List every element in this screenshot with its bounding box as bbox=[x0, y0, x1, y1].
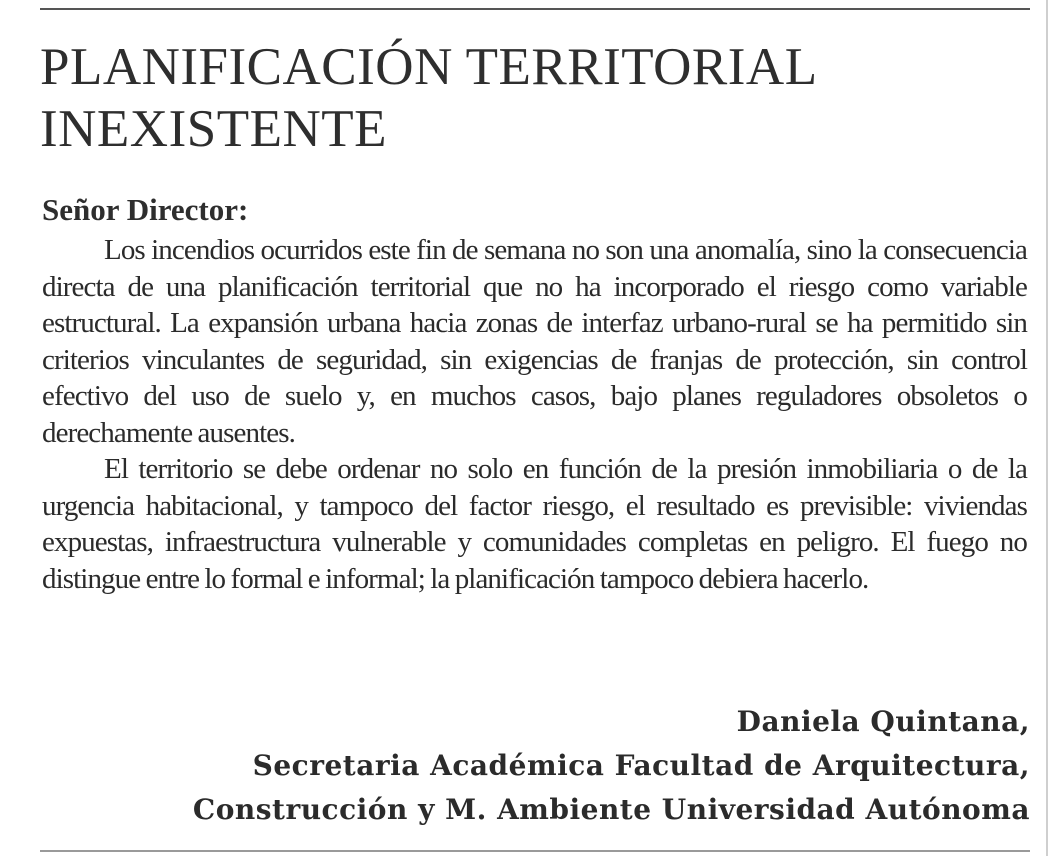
signature-title-line-1: Secretaria Académica Facultad de Arquitectura, bbox=[252, 749, 1030, 782]
paragraph-2: El territorio se debe ordenar no solo en función de la presión inmobiliaria o de la urgencia habitacional, y tampoco del factor riesgo, el resultado es previsible: viviendas expuestas, infraestructura vulnerable y comunidades completas en peligro. El fuego no distingue entre lo formal e informal; la planificación tampoco debiera hacerlo. bbox=[42, 453, 1027, 595]
top-divider bbox=[40, 8, 1030, 10]
headline-line-1: PLANIFICACIÓN TERRITORIAL bbox=[40, 38, 818, 96]
column-divider bbox=[1046, 0, 1048, 856]
headline bbox=[40, 36, 1030, 160]
salutation: Señor Director: bbox=[42, 192, 249, 227]
bottom-divider bbox=[40, 850, 1030, 852]
paragraph-1: Los incendios ocurridos este fin de semana no son una anomalía, sino la consecuencia directa de una planificación territorial que no ha incorporado el riesgo como variable estructural. La expansión urbana hacia zonas de interfaz urbano-rural se ha permitido sin criterios vinculantes de seguridad, sin exigencias de franjas de protección, sin control efectivo del uso de suelo y, en muchos casos, bajo planes reguladores obsoletos o derechamente ausentes. bbox=[42, 234, 1027, 449]
signature-block bbox=[193, 700, 1030, 832]
signature-title-line-2: Construcción y M. Ambiente Universidad Autónoma bbox=[192, 793, 1030, 826]
signature-name: Daniela Quintana, bbox=[736, 705, 1030, 738]
letter-body bbox=[42, 232, 1027, 597]
headline-line-2: INEXISTENTE bbox=[40, 100, 387, 158]
